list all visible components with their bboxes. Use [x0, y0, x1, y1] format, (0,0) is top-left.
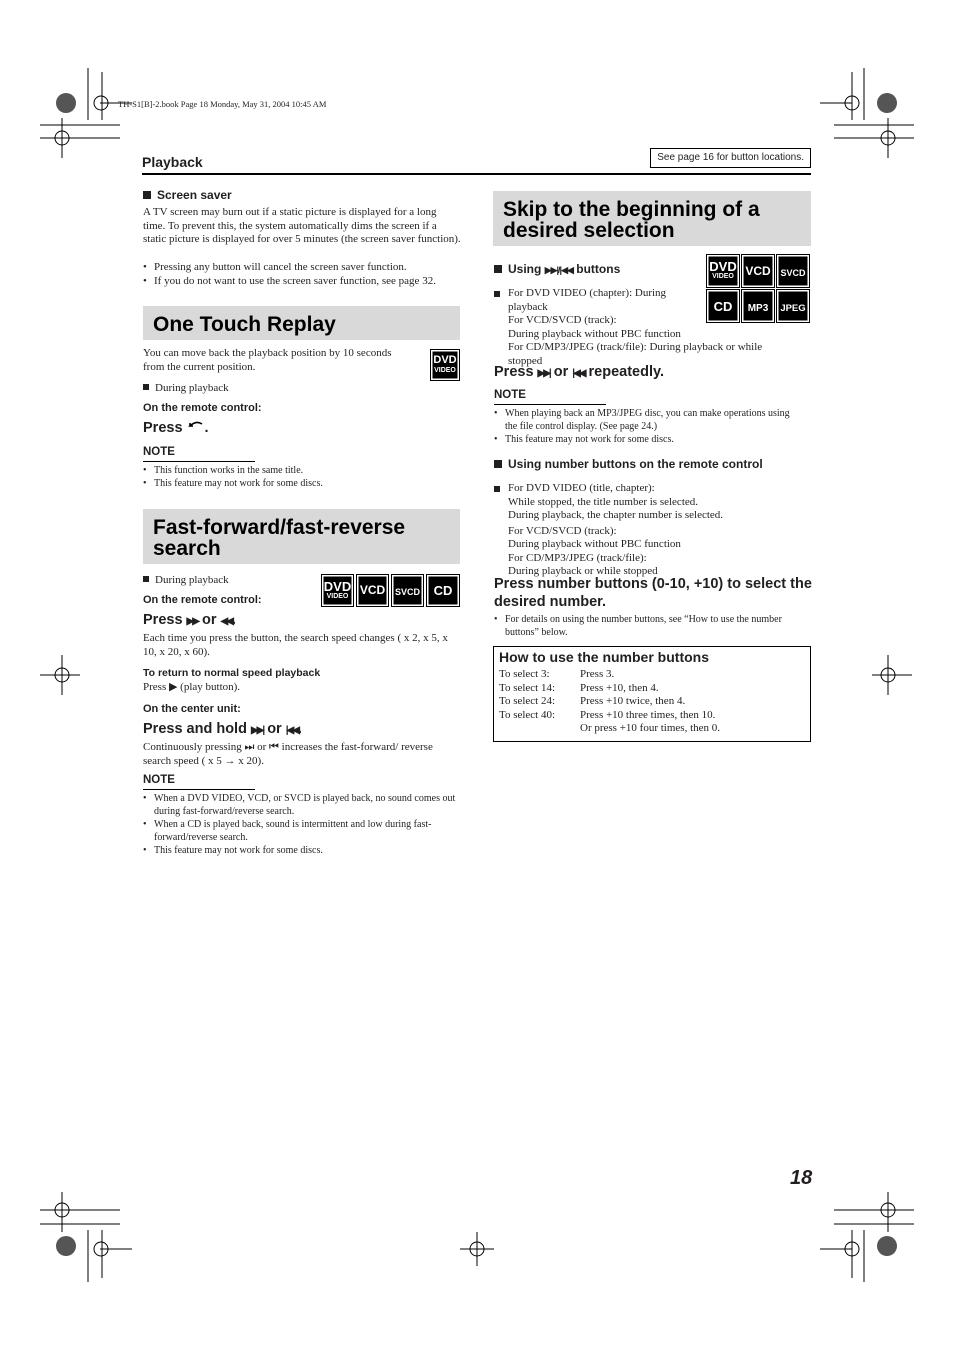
table-row: To select 40: Press +10 three times, then 10. — [499, 708, 716, 721]
press-number-buttons: Press number buttons (0-10, +10) to select the desired number. — [494, 576, 812, 610]
ff-return-text: Press ▶ (play button). — [143, 681, 241, 693]
svcd-badge: SVCD — [776, 254, 810, 288]
square-bullet-icon — [143, 191, 151, 199]
header-rule — [142, 173, 811, 175]
vcd-badge: VCD — [356, 574, 389, 607]
list-item: • When playing back an MP3/JPEG disc, you can make operations using the file control display. (See page 24.) — [494, 407, 804, 433]
one-touch-body: You can move back the playback position by 10 seconds from the current position. — [143, 347, 392, 373]
list-item: • This feature may not work for some discs. — [494, 433, 804, 446]
list-item: • Pressing any button will cancel the screen saver function. — [143, 261, 463, 275]
skip-conditions: For DVD VIDEO (chapter): During playback For VCD/SVCD (track): During playback without PBC function For CD/MP3/JPEG (track/file): During playback or while stopped — [494, 287, 794, 368]
skip-notes — [494, 407, 804, 446]
svcd-badge: SVCD — [391, 574, 424, 607]
replay-icon — [187, 421, 205, 433]
skip-forward-icon: ▶▶| — [537, 368, 550, 379]
one-touch-press: Press . — [143, 420, 209, 436]
square-bullet-icon — [494, 486, 500, 492]
list-item: • If you do not want to use the screen saver function, see page 32. — [143, 275, 463, 289]
print-header: TH-S1[B]-2.book Page 18 Monday, May 31, 2004 10:45 AM — [118, 99, 327, 109]
list-item: • For details on using the number buttons, see “How to use the number buttons” below. — [494, 613, 804, 639]
ff-press-hold: Press and hold ▶▶| or |◀◀. — [143, 721, 302, 737]
skip-back-icon: |◀◀ — [285, 725, 298, 736]
center-unit-label: On the center unit: — [143, 703, 241, 715]
howto-rows — [499, 668, 804, 736]
one-touch-condition: During playback — [143, 382, 229, 396]
ff-search-title: Fast-forward/fast-reverse search — [143, 509, 460, 564]
skip-note-label: NOTE — [494, 389, 526, 401]
table-row: Or press +10 four times, then 0. — [580, 722, 721, 734]
section-title: Playback — [142, 154, 203, 170]
see-page-box: See page 16 for button locations. — [650, 148, 811, 168]
skip-title: Skip to the beginning of a desired selection — [493, 191, 811, 246]
jpeg-badge: JPEG — [776, 289, 810, 323]
ff-note-label: NOTE — [143, 774, 175, 786]
square-bullet-icon — [143, 384, 149, 390]
list-item: • This feature may not work for some discs. — [143, 477, 463, 490]
screen-saver-body: A TV screen may burn out if a static picture is displayed for a long time. To prevent this, the system automatically dims the screen if a static picture is displayed for over 5 minutes (the screen saver function). — [143, 206, 461, 245]
note-rule — [494, 404, 606, 405]
list-item: • This feature may not work for some discs. — [143, 844, 463, 857]
number-buttons-heading: Using number buttons on the remote control — [494, 457, 763, 471]
list-item: • This function works in the same title. — [143, 464, 463, 477]
vcd-badge: VCD — [741, 254, 775, 288]
howto-box — [493, 646, 811, 742]
note-rule — [143, 789, 255, 790]
table-row: To select 24: Press +10 twice, then 4. — [499, 695, 686, 707]
fast-forward-icon: ▶▶ — [186, 616, 198, 627]
number-conditions: For DVD VIDEO (title, chapter): While stopped, the title number is selected. During playback, the chapter number is selected. For VCD/SVCD (track): During playback without PBC function For CD/MP3/JPEG (track/file): During playback or while stopped — [494, 482, 794, 579]
cd-badge: CD — [426, 574, 460, 607]
page-header — [142, 145, 811, 175]
dvd-video-badge: DVD VIDEO — [706, 254, 740, 288]
list-item: • When a DVD VIDEO, VCD, or SVCD is played back, no sound comes out during fast-forward/reverse search. — [143, 792, 463, 818]
one-touch-notes — [143, 464, 463, 490]
skip-buttons-icon: ▶▶|/|◀◀ — [544, 265, 573, 275]
fast-reverse-icon: ◀◀ — [220, 616, 232, 627]
note-rule — [143, 461, 255, 462]
table-row: To select 14: Press +10, then 4. — [499, 681, 659, 694]
screen-saver-heading: Screen saver — [143, 188, 232, 202]
skip-using-heading: Using ▶▶|/|◀◀ buttons — [494, 262, 620, 276]
howto-title: How to use the number buttons — [499, 649, 709, 665]
remote-label: On the remote control: — [143, 402, 262, 414]
ff-continuous-text: Continuously pressing ⏭ or ⏮ increases the fast-forward/ reverse search speed ( x 5 → x 20). — [143, 741, 433, 767]
table-row: To select 3: Press 3. — [499, 668, 615, 680]
skip-forward-icon: ▶▶| — [250, 725, 264, 736]
dvd-video-badge: DVD VIDEO — [321, 574, 354, 607]
remote-label: On the remote control: — [143, 594, 262, 606]
square-bullet-icon — [494, 291, 500, 297]
skip-press: Press ▶▶| or |◀◀ repeatedly. — [494, 364, 665, 380]
square-bullet-icon — [494, 265, 502, 273]
ff-notes — [143, 792, 463, 857]
ff-press: Press ▶▶ or ◀◀. — [143, 612, 236, 628]
screen-saver-bullets — [143, 261, 463, 288]
ff-speed-text: Each time you press the button, the search speed changes ( x 2, x 5, x 10, x 20, x 60). — [143, 632, 448, 658]
one-touch-note-label: NOTE — [143, 446, 175, 458]
list-item: • When a CD is played back, sound is intermittent and low during fast-forward/reverse search. — [143, 818, 463, 844]
mp3-badge: MP3 — [741, 289, 775, 323]
number-bullet — [494, 613, 804, 639]
square-bullet-icon — [494, 460, 502, 468]
ff-return-label: To return to normal speed playback — [143, 667, 321, 679]
one-touch-replay-title: One Touch Replay — [143, 306, 460, 340]
page-number: 18 — [790, 1167, 813, 1189]
dvd-video-badge: DVD VIDEO — [430, 349, 460, 381]
cd-badge: CD — [706, 289, 740, 323]
skip-back-icon: |◀◀ — [572, 368, 585, 379]
ff-condition: During playback — [143, 574, 229, 588]
square-bullet-icon — [143, 576, 149, 582]
